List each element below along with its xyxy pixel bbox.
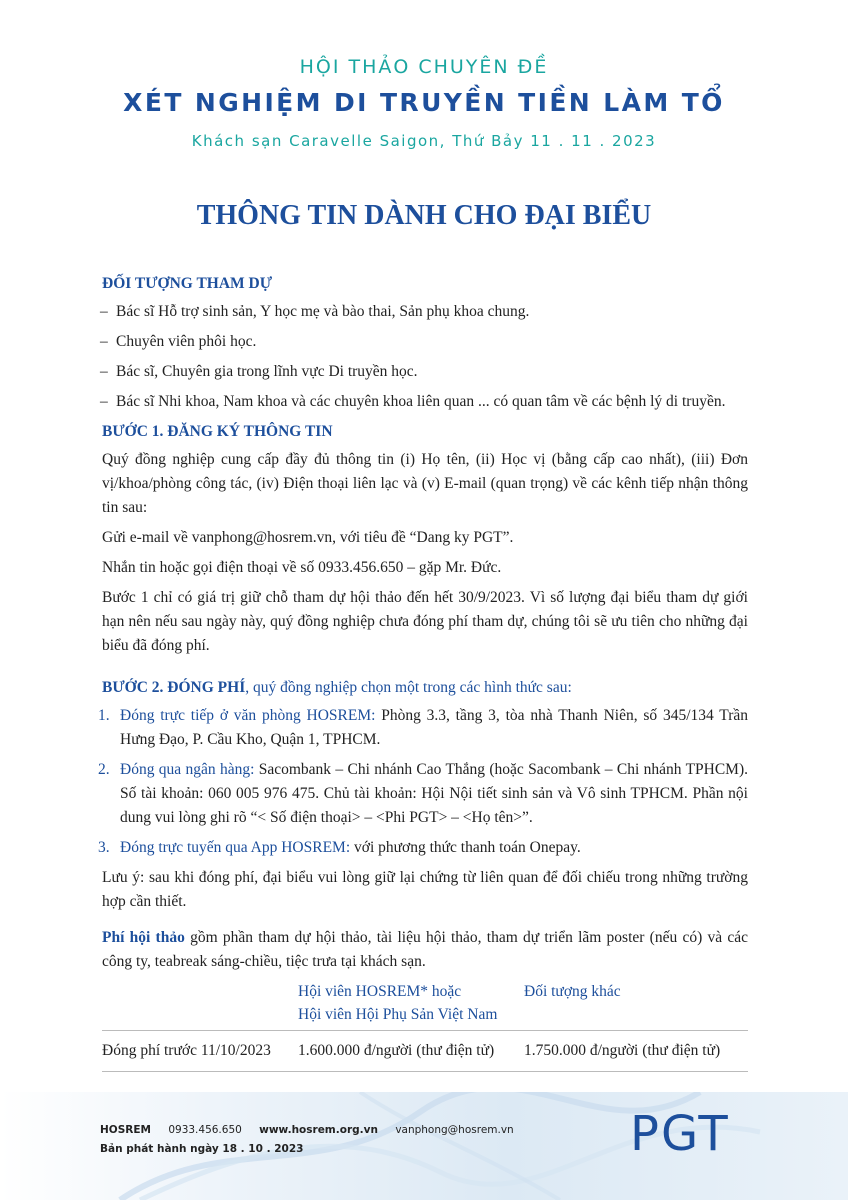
step1-note: Bước 1 chỉ có giá trị giữ chỗ tham dự hội thảo đến hết 30/9/2023. Vì số lượng đại biểu tham dự giới hạn nên nếu sau ngày này, quý đồng nghiệp chưa đóng phí tham dự, chúng tôi sẽ ưu tiên cho những đại biểu đã đóng phí. [102, 589, 748, 654]
list-item [98, 704, 749, 752]
footer-phone: 0933.456.650 [168, 1124, 242, 1136]
table-header-row [102, 980, 748, 1031]
footer-contact [100, 1124, 528, 1136]
step2-heading [102, 676, 748, 700]
fee-text: gồm phần tham dự hội thảo, tài liệu hội thảo, tham dự triển lãm poster (nếu có) và các công ty, teabreak sáng-chiều, tiệc trưa tại khách sạn. [102, 929, 748, 970]
list-item: – Chuyên viên phôi học. [100, 330, 748, 354]
payment-note: Lưu ý: sau khi đóng phí, đại biểu vui lòng giữ lại chứng từ liên quan để đối chiếu trong những trường hợp cần thiết. [102, 869, 748, 910]
footer-release-date: Bản phát hành ngày 18 . 10 . 2023 [100, 1143, 304, 1155]
fee-table [102, 980, 748, 1072]
payment-method-label: Đóng qua ngân hàng: [120, 761, 255, 778]
step1-email: Gửi e-mail về vanphong@hosrem.vn, với tiêu đề “Dang ky PGT”. [102, 529, 514, 546]
conference-venue: Khách sạn Caravelle Saigon, Thứ Bảy 11 . 11 . 2023 [191, 132, 657, 150]
step2-heading-rest: , quý đồng nghiệp chọn một trong các hình thức sau: [245, 679, 572, 696]
payment-method-label: Đóng trực tuyến qua App HOSREM: [120, 839, 351, 856]
payment-method-text: với phương thức thanh toán Onepay. [350, 839, 581, 856]
attendees-list [102, 300, 748, 414]
conference-title: XÉT NGHIỆM DI TRUYỀN TIỀN LÀM TỔ [123, 88, 725, 117]
payment-method-label: Đóng trực tiếp ở văn phòng HOSREM: [120, 707, 376, 724]
list-item: – Bác sĩ Hỗ trợ sinh sản, Y học mẹ và bào thai, Sản phụ khoa chung. [100, 300, 748, 324]
step1-instructions: Quý đồng nghiệp cung cấp đầy đủ thông tin (i) Họ tên, (ii) Học vị (bằng cấp cao nhất), (iii) Đơn vị/khoa/phòng công tác, (iv) Điện thoại liên lạc và (v) E-mail (quan trọng) về các kênh tiếp nhận thông tin sau: [102, 451, 748, 516]
table-header-empty [102, 980, 298, 1031]
pgt-logo: PGT [630, 1106, 730, 1162]
list-item [98, 836, 748, 860]
footer-website[interactable]: www.hosrem.org.vn [259, 1124, 378, 1136]
payment-method-text: Phòng 3.3, tầng 3, tòa nhà Thanh Niên, số 345/134 Trần Hưng Đạo, P. Cầu Kho, Quận 1, TPHCM. [120, 707, 749, 748]
step2-heading-label: BƯỚC 2. ĐÓNG PHÍ [102, 679, 246, 696]
payment-methods-list [98, 704, 749, 860]
attendees-heading: ĐỐI TƯỢNG THAM DỰ [102, 275, 273, 292]
other-fee: 1.750.000 đ/người (thư điện tử) [524, 1031, 748, 1072]
page-title: THÔNG TIN DÀNH CHO ĐẠI BIỂU [196, 200, 652, 231]
footer-org: HOSREM [100, 1124, 151, 1136]
list-item: – Bác sĩ Nhi khoa, Nam khoa và các chuyên khoa liên quan ... có quan tâm về các bệnh lý di truyền. [100, 390, 748, 414]
footer-email[interactable]: vanphong@hosrem.vn [395, 1124, 514, 1136]
member-fee: 1.600.000 đ/người (thư điện tử) [298, 1031, 524, 1072]
fee-row-label: Đóng phí trước 11/10/2023 [102, 1031, 298, 1072]
item-number: 3. [98, 839, 110, 856]
list-item [98, 758, 749, 830]
step1-phone: Nhắn tin hoặc gọi điện thoại về số 0933.456.650 – gặp Mr. Đức. [102, 559, 502, 576]
table-header-other: Đối tượng khác [524, 983, 621, 1000]
member-header-line2: Hội viên Hội Phụ Sản Việt Nam [298, 1006, 498, 1023]
table-header-member [298, 980, 524, 1031]
member-header-line1: Hội viên HOSREM* hoặc [298, 983, 462, 1000]
payment-method-text: Sacombank – Chi nhánh Cao Thắng (hoặc Sacombank – Chi nhánh TPHCM). Số tài khoản: 060 005 976 475. Chủ tài khoản: Hội Nội tiết sinh sản và Vô sinh TPHCM. Phần nội dung vui lòng ghi rõ “< Số điện thoại> – <Phi PGT> – <Họ tên>”. [120, 761, 749, 826]
fee-label: Phí hội thảo [102, 929, 185, 946]
step1-heading: BƯỚC 1. ĐĂNG KÝ THÔNG TIN [102, 423, 333, 440]
main-content [98, 272, 749, 1072]
item-number: 1. [98, 707, 110, 724]
conference-subtitle: HỘI THẢO CHUYÊN ĐỀ [299, 56, 549, 78]
list-item: – Bác sĩ, Chuyên gia trong lĩnh vực Di truyền học. [100, 360, 748, 384]
table-row [102, 1031, 748, 1072]
fee-description [102, 926, 748, 974]
item-number: 2. [98, 761, 110, 778]
